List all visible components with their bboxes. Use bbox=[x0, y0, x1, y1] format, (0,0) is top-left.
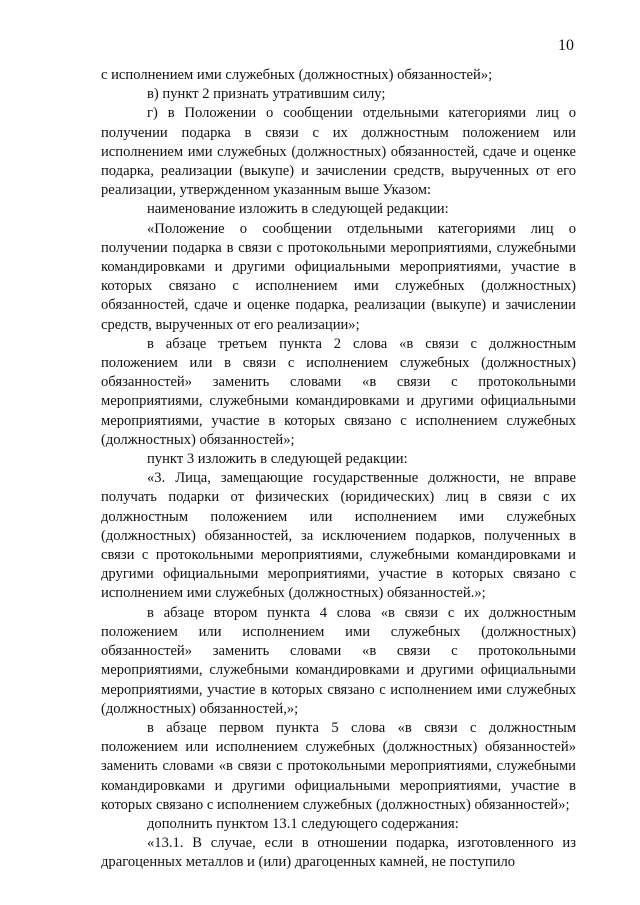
page-number: 10 bbox=[558, 37, 574, 54]
paragraph: г) в Положении о сообщении отдельными категориями лиц о получении подарка в связи с их должностным положением или исполнением ими служебных (должностных) обязанностей, сдаче и оценке подарка, реализации (выкупе) и зачислении средств, вырученных от его реализации, утвержденном указанным выше Указом: bbox=[101, 105, 576, 199]
paragraph: с исполнением ими служебных (должностных) обязанностей»; bbox=[101, 67, 493, 83]
paragraph: наименование изложить в следующей редакции: bbox=[147, 201, 449, 218]
document-body bbox=[101, 66, 576, 873]
paragraph: в абзаце втором пункта 4 слова «в связи с их должностным положением или исполнением ими служебных (должностных) обязанностей» заменить словами «в связи с протокольными мероприятиями, служебными командировками и другими официальными мероприятиями, участие в которых связано с исполнением ими служебных (должностных) обязанностей,»; bbox=[101, 604, 576, 717]
paragraph: дополнить пунктом 13.1 следующего содержания: bbox=[147, 815, 459, 832]
paragraph: «3. Лица, замещающие государственные должности, не вправе получать подарки от физических (юридических) лиц в связи с их должностным положением или исполнением ими служебных (должностных) обязанностей, за исключением подарков, полученных в связи с протокольными мероприятиями, служебными командировками и другими официальными мероприятиями, участие в которых связано с исполнением ими служебных (должностных) обязанностей.»; bbox=[101, 470, 576, 602]
paragraph: в абзаце первом пункта 5 слова «в связи с должностным положением или исполнением служебных (должностных) обязанностей» заменить словами «в связи с протокольными мероприятиями, служебными командировками и другими официальными мероприятиями, участие в которых связано с исполнением служебных (должностных) обязанностей»; bbox=[101, 719, 576, 813]
paragraph: пункт 3 изложить в следующей редакции: bbox=[147, 451, 408, 468]
paragraph: «Положение о сообщении отдельными категориями лиц о получении подарка в связи с протокольными мероприятиями, служебными командировками и другими официальными мероприятиями, участие в которых связано с исполнением ими служебных (должностных) обязанностей, сдаче и оценке подарка, реализации (выкупе) и зачислении средств, вырученных от его реализации»; bbox=[101, 220, 576, 333]
paragraph: «13.1. В случае, если в отношении подарка, изготовленного из драгоценных металлов и (или) драгоценных камней, не поступило bbox=[101, 835, 576, 871]
paragraph: в абзаце третьем пункта 2 слова «в связи с должностным положением или в связи с исполнением служебных (должностных) обязанностей» заменить словами «в связи с протокольными мероприятиями, служебными командировками и другими официальными мероприятиями, участие в которых связано с исполнением служебных (должностных) обязанностей»; bbox=[101, 335, 576, 448]
paragraph: в) пункт 2 признать утратившим силу; bbox=[147, 86, 386, 103]
